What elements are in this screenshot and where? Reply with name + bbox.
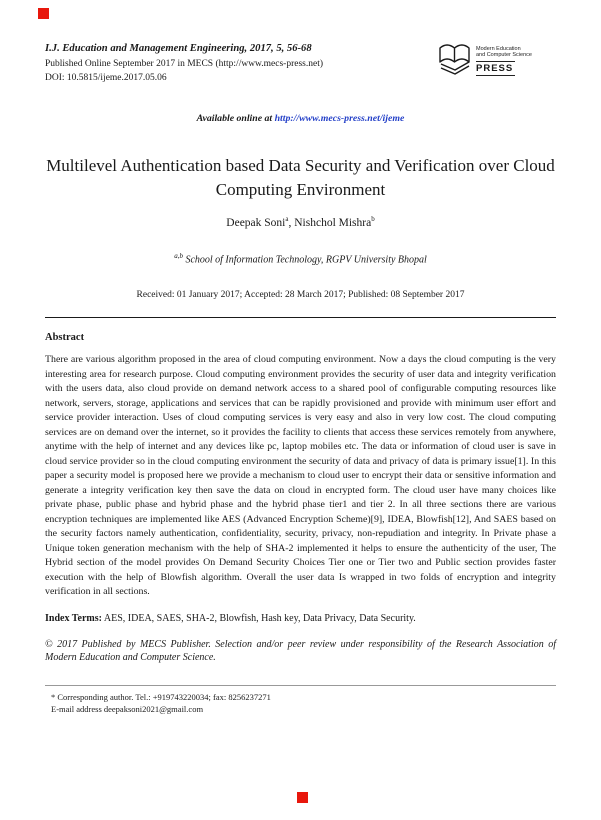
doi-line: DOI: 10.5815/ijeme.2017.05.06 (45, 73, 167, 83)
mecs-press-logo (438, 38, 556, 83)
affiliation-text: School of Information Technology, RGPV University Bhopal (182, 254, 427, 266)
journal-header-text (45, 42, 323, 85)
affiliation-line (45, 252, 556, 265)
abstract-paragraph: There are various algorithm proposed in the area of cloud computing environment. Now a days the cloud computing is the very interesting area for research purpose. Cloud computing environment provides the security of user data and integrity verification with the users data, also cloud provide on demand network access to a shared pool of configurable computing resources like network, servers, storage, applications and services that can be rapidly provisioned and provide with minimum user effort and service provider interaction. Uses of cloud computing services is very easy and also in very low cost. The cloud computing services are on demand over the internet, so it provides the facility to clients that access these services remotely from anywhere, anytime with the help of internet and any devices like pc, laptop mobiles etc. The data or information of cloud user is save in cloud service provider so in the cloud computing environment the security of data and privacy of data is primary issue[1]. In this paper a security model is proposed here we provide a mechanism to cloud user to encrypt their data or sensitive information and generate a integrity verification key then save the data on cloud in encrypted form. The cloud user have many choices like private phase, public phase and hybrid phase and the hybrid phase tier1 and tier 2. In all three sections there are various encryption techniques are implemented like AES (Advanced Encryption Scheme)[9], IDEA, Blowfish[12], And SAES based on the security factors namely authentication, confidentiality, security, privacy, non-repudiation and integrity. In Private phase a Unique token generation mechanism with the help of SHA-2 implemented it helps to ensure the authenticity of the user, The Hybrid section of the model provides On Demand Security Choices Tier one or Tier two and Public section provides faster execution with the help of Blowfish algorithm. Overall the user data Is wrapped in two folds of encryption and integrity verification in all sections. (45, 354, 556, 598)
logo-text (476, 46, 532, 76)
logo-name-line2: and Computer Science (476, 52, 532, 58)
email-footnote: E-mail address deepaksoni2021@gmail.com (51, 703, 204, 714)
received-accepted-published-line: Received: 01 January 2017; Accepted: 28 March 2017; Published: 08 September 2017 (136, 290, 465, 301)
author-separator: , (288, 216, 295, 229)
journal-url-link[interactable]: http://www.mecs-press.net/ijeme (274, 113, 405, 124)
book-icon (438, 38, 472, 83)
red-page-marker-bottom (297, 792, 308, 803)
index-terms-list: AES, IDEA, SAES, SHA-2, Blowfish, Hash key, Data Privacy, Data Security. (101, 612, 416, 624)
paper-title: Multilevel Authentication based Data Security and Verification over Cloud Computing Environment (46, 156, 555, 199)
available-online-line (45, 113, 556, 124)
available-online-prefix: Available online at (196, 113, 275, 124)
published-online-line: Published Online September 2017 in MECS (http://www.mecs-press.net) (45, 59, 324, 69)
author-1-name: Deepak Soni (226, 216, 286, 229)
author-1-affiliation-mark: a (285, 215, 289, 223)
red-page-marker-top (38, 8, 49, 19)
authors-line (45, 215, 556, 229)
author-2-affiliation-mark: b (371, 215, 375, 223)
corresponding-author-footnote: * Corresponding author. Tel.: +919743220034; fax: 8256237271 (51, 691, 271, 702)
journal-title-line: I.J. Education and Management Engineering, 2017, 5, 56-68 (45, 43, 312, 54)
footnote-divider-rule (45, 685, 556, 686)
logo-name-line1: Modern Education (476, 45, 521, 52)
affiliation-marks: a,b (174, 251, 183, 260)
index-terms-line (45, 613, 556, 624)
journal-header (45, 42, 556, 85)
index-terms-label: Index Terms: (45, 612, 102, 624)
copyright-notice: © 2017 Published by MECS Publisher. Selection and/or peer review under responsibility of the Research Association of Modern Education and Computer Science. (45, 638, 556, 664)
logo-press-label: PRESS (476, 62, 514, 74)
author-2-name: Nishchol Mishra (294, 216, 372, 229)
abstract-heading: Abstract (45, 332, 85, 344)
header-divider-rule (45, 317, 556, 318)
footnote-block (45, 685, 556, 715)
